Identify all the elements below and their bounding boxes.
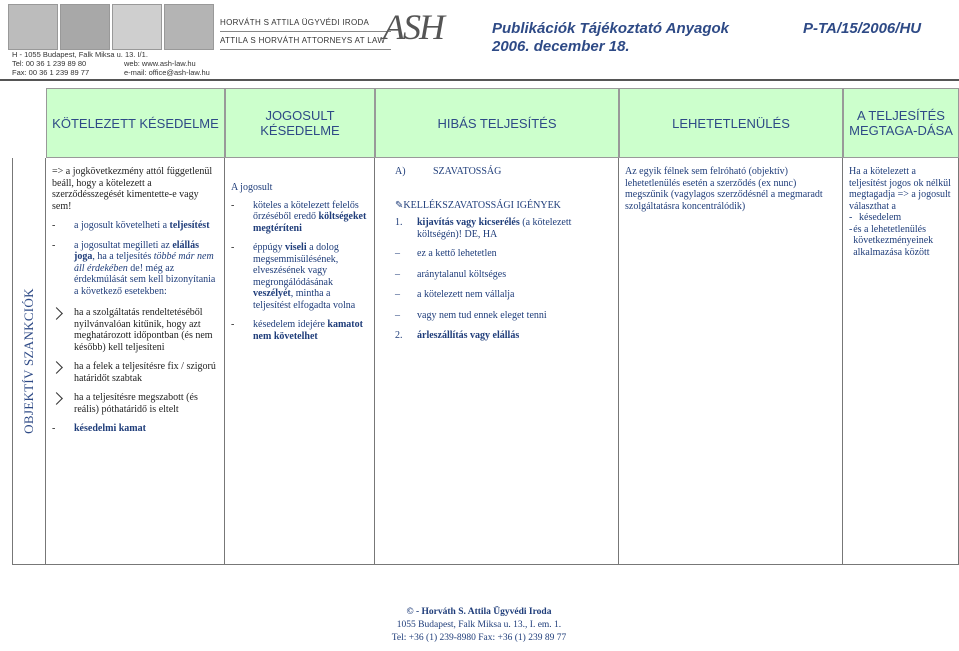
email-line: e-mail: office@ash-law.hu [124, 68, 210, 77]
col3-claims-text: KELLÉKSZAVATOSSÁGI IGÉNYEK [403, 199, 561, 211]
col3-dash-1-text: ez a kettő lehetetlen [417, 248, 497, 259]
col2-dash-1: - köteles a kötelezett felelős őrzéséből eredő költségeket megtéríteni [231, 199, 367, 234]
publication-date: 2006. december 18. [492, 38, 630, 55]
building-photo-4 [164, 4, 214, 50]
publication-code: P-TA/15/2006/HU [803, 20, 922, 37]
header-kotelezett-kesedelme: KÖTELEZETT KÉSEDELME [46, 88, 225, 158]
header-jogosult-kesedelme: JOGOSULT KÉSEDELME [225, 88, 375, 158]
col3-dash-3: – a kötelezett nem vállalja [395, 289, 515, 300]
col3-dash-3-text: a kötelezett nem vállalja [417, 289, 515, 300]
cell-lehetetlenules [619, 158, 843, 565]
publication-title [492, 20, 729, 56]
col2-dash-2: - éppúgy viseli a dolog megsemmisülésének, elveszésének vagy megrongálódásának veszélyét, mintha a teljesítést elfogadta volna [231, 242, 356, 311]
footer-phone: Tel: +36 (1) 239-8980 Fax: +36 (1) 239 89 77 [391, 633, 567, 643]
firm-name-block [220, 14, 391, 50]
col3-section-a [395, 166, 612, 178]
col3-num-2 [395, 330, 612, 342]
col1-bullet-1 [52, 307, 218, 353]
col5-d2-text: és a lehetetlenülés következményeinek alkalmazása között [853, 223, 934, 258]
sanctions-table [0, 88, 959, 565]
col5-text: Ha a kötelezett a teljesítést jogos ok nélkül megtagadja => a jogosult választhat a [849, 166, 951, 212]
col1-d3-bold: késedelmi kamat [74, 423, 146, 434]
col1-d1-text: a jogosult követelheti a [74, 220, 170, 231]
col3-n1-bold: kijavítás vagy kicserélés [417, 217, 520, 228]
col1-d2-mid: , ha a teljesítés [92, 251, 154, 262]
col5-dash-2: - és a lehetetlenülés következményeinek alkalmazása között [849, 224, 952, 259]
col2-d2-text: éppúgy [253, 242, 285, 253]
col3-claims-heading [395, 200, 612, 212]
col1-d2-post: de! még az érdekmúlását sem kell bizonyítania a következő esetekben: [74, 262, 216, 297]
side-label-cell [12, 158, 46, 565]
col3-n2-bold: árleszállítás vagy elállás [417, 330, 520, 341]
col3-n1-post: (a kötelezett költségén)! DE, HA [417, 217, 572, 240]
col1-bullet-3 [52, 392, 218, 415]
cell-jogosult-kesedelme [225, 158, 375, 565]
col2-d2-bold-2: veszélyét [253, 288, 291, 299]
tel-line: Tel: 00 36 1 239 89 80 [12, 59, 87, 68]
header-hibas-teljesites: HIBÁS TELJESÍTÉS [375, 88, 619, 158]
col1-d2-bold: elállás joga [74, 239, 199, 262]
header-teljesites-megtagadasa: A TELJESÍTÉS MEGTAGA-DÁSA [843, 88, 959, 158]
col3-dash-4-text: vagy nem tud ennek eleget tenni [417, 309, 547, 321]
col3-n1-mark: 1. [395, 217, 403, 228]
cell-teljesites-megtagadasa [843, 158, 959, 565]
building-photo-3 [112, 4, 162, 50]
col5-d1-text: késedelem [859, 212, 902, 223]
ash-logo: ASH [383, 7, 443, 47]
col4-text: Az egyik félnek sem felróható (objektív) lehetetlenülés esetén a szerződés (ex nunc) megszűnik (vagylagos szerződésnél a megmaradt szolgáltatásra koncentrálódik) [625, 166, 823, 212]
cell-hibas-teljesites [375, 158, 619, 565]
col2-intro: A jogosult [231, 182, 273, 193]
arrow-bullet-icon [50, 361, 63, 374]
header-photo-strip [8, 4, 214, 50]
col2-d2-post: , mintha a teljesítést elfogadta volna [253, 288, 356, 311]
arrow-bullet-icon [50, 392, 63, 405]
col1-d2-text: a jogosultat megilleti az [74, 239, 173, 251]
footer-copyright: © - Horváth S. Attila Ügyvédi Iroda [406, 607, 552, 617]
col3-a-mark: A) [395, 166, 406, 177]
address-line: H - 1055 Budapest, Falk Miksa u. 13. I/1. [12, 50, 148, 59]
col2-d2-mid: a dolog megsemmisülésének, elveszésének vagy megrongálódásának [253, 242, 339, 288]
col1-d1-bold: teljesítést [169, 220, 210, 231]
col1-dash-2: - a jogosultat megilleti az elállás joga, ha a teljesítés többé már nem áll érdekében de! még az érdekmúlását sem kell bizonyítania a következő esetekben: [52, 239, 216, 297]
col3-dash-2-text: aránytalanul költséges [417, 268, 507, 280]
col3-n2-mark: 2. [395, 330, 403, 341]
web-line: web: www.ash-law.hu [124, 59, 196, 68]
publication-category: Publikációk Tájékoztató Anyagok [492, 20, 730, 37]
col3-dash-1: – ez a kettő lehetetlen [395, 248, 497, 259]
col2-d2-bold-1: viseli [284, 242, 307, 253]
building-photo-1 [8, 4, 58, 50]
col1-dash-1: - a jogosult követelheti a teljesítést [52, 220, 210, 231]
col1-bullet-2 [52, 361, 218, 384]
col3-dash-4: – vagy nem tud ennek eleget tenni [395, 309, 547, 321]
pen-icon: ✎ [395, 199, 404, 211]
col2-dash-3: - késedelem idejére kamatot nem követelhet [231, 319, 363, 342]
page-footer [360, 606, 598, 645]
footer-address: 1055 Budapest, Falk Miksa u. 13., I. em. 1. [396, 620, 562, 630]
arrow-bullet-icon [50, 307, 63, 320]
letterhead [0, 0, 959, 80]
col1-bullet-3-text: ha a teljesítésre megszabott (és reális) póthatáridő is eltelt [74, 392, 198, 415]
col1-d2-italic: többé már nem áll érdekében [74, 251, 214, 274]
firm-name-hu: HORVÁTH S ATTILA ÜGYVÉDI IRODA [220, 14, 391, 32]
col3-a-label: SZAVATOSSÁG [433, 166, 502, 177]
col3-num-1 [395, 217, 612, 240]
contact-info [12, 50, 210, 77]
building-photo-2 [60, 4, 110, 50]
header-lehetetlenules: LEHETETLENÜLÉS [619, 88, 843, 158]
col3-dash-2: – aránytalanul költséges [395, 268, 507, 280]
col1-bullet-1-text: ha a szolgáltatás rendeltetéséből nyilvánvalóan kitűnik, hogy azt meghatározott időpontban (és nem később) kell teljesíteni [74, 307, 213, 353]
col5-dash-1: - késedelem [849, 212, 902, 223]
col1-bullet-2-text: ha a felek a teljesítésre fix / szigorú határidőt szabtak [74, 361, 216, 384]
col2-d1-text: köteles a kötelezett felelős őrzéséből eredő [253, 199, 359, 222]
col2-d3-text: késedelem idejére [253, 319, 328, 330]
col1-dash-3: - késedelmi kamat [52, 423, 146, 434]
cell-kotelezett-kesedelme [46, 158, 225, 565]
side-label: OBJEKTÍV SZANKCIÓK [21, 288, 37, 434]
col2-d1-bold: költségeket megtéríteni [253, 211, 367, 234]
col1-intro: => a jogkövetkezmény attól függetlenül beáll, hogy a kötelezett a szerződésszegését kimentette-e vagy sem! [52, 166, 213, 212]
col2-d3-bold: kamatot nem követelhet [253, 319, 363, 342]
firm-name-en: ATTILA S HORVÁTH ATTORNEYS AT LAW [220, 32, 391, 50]
fax-line: Fax: 00 36 1 239 89 77 [12, 68, 90, 77]
header-divider [0, 79, 959, 81]
